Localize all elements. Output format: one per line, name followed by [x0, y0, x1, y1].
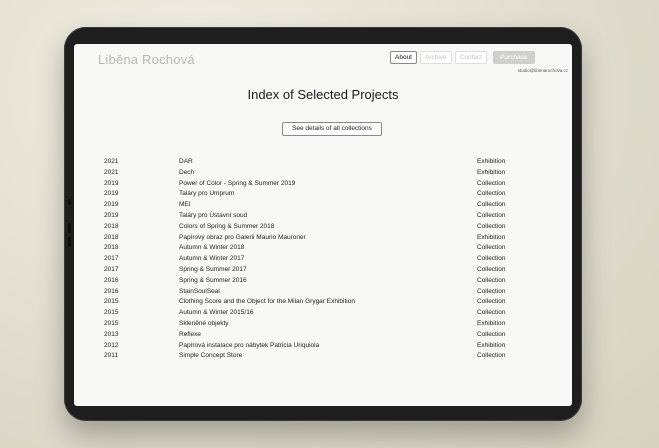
project-name[interactable]: Spring & Summer 2016: [179, 276, 247, 284]
project-type: Collection: [477, 179, 506, 187]
project-year: 2021: [104, 168, 119, 176]
website-screen: [74, 44, 572, 406]
project-type: Exhibition: [477, 319, 506, 327]
project-type: Exhibition: [477, 341, 506, 349]
project-year: 2019: [104, 211, 119, 219]
table-row[interactable]: [74, 331, 572, 342]
site-logo[interactable]: Liběna Rochová: [98, 52, 195, 67]
project-year: 2012: [104, 341, 119, 349]
table-row[interactable]: [74, 255, 572, 266]
project-name[interactable]: Autumn & Winter 2017: [179, 255, 245, 263]
project-year: 2021: [104, 158, 119, 165]
project-name[interactable]: Papírová instalace pro nábytek Patricia Uriquiola: [179, 341, 320, 349]
nav-about[interactable]: About: [390, 51, 417, 64]
project-name[interactable]: Papírový obraz pro Galerii Maurio Mauroner: [179, 233, 306, 241]
project-year: 2011: [104, 352, 118, 360]
project-type: Collection: [477, 287, 506, 295]
table-row[interactable]: [74, 180, 572, 191]
project-year: 2013: [104, 330, 119, 338]
project-type: Exhibition: [477, 158, 506, 165]
nav-contact[interactable]: Contact: [455, 51, 487, 64]
table-row[interactable]: [74, 309, 572, 320]
project-type: Exhibition: [477, 168, 506, 176]
table-row[interactable]: [74, 244, 572, 255]
table-row[interactable]: [74, 320, 572, 331]
projects-table: [74, 158, 572, 363]
project-name[interactable]: Spring & Summer 2017: [179, 265, 247, 273]
project-name[interactable]: Colors of Spring & Summer 2018: [179, 222, 275, 230]
project-name[interactable]: Clothing Score and the Object for the Milan Grygar Exhibition: [179, 298, 355, 306]
table-row[interactable]: [74, 169, 572, 180]
project-year: 2015: [104, 309, 119, 317]
project-name[interactable]: MEI: [179, 201, 191, 209]
table-row[interactable]: [74, 201, 572, 212]
tablet-frame: [64, 27, 582, 421]
project-type: Collection: [477, 330, 506, 338]
project-year: 2015: [104, 319, 119, 327]
table-row[interactable]: [74, 277, 572, 288]
project-year: 2016: [104, 276, 119, 284]
project-year: 2019: [104, 179, 119, 187]
project-type: Collection: [477, 201, 506, 209]
tablet-volume-button: [68, 237, 71, 247]
project-year: 2017: [104, 255, 119, 263]
table-row[interactable]: [74, 190, 572, 201]
project-year: 2015: [104, 298, 119, 306]
see-all-collections-button[interactable]: See details of all collections: [282, 122, 382, 136]
project-type: Collection: [477, 222, 506, 230]
table-row[interactable]: [74, 298, 572, 309]
table-row[interactable]: [74, 223, 572, 234]
project-type: Collection: [477, 211, 506, 219]
nav-archive[interactable]: Archive: [420, 51, 452, 64]
table-row[interactable]: [74, 266, 572, 277]
project-year: 2017: [104, 265, 119, 273]
project-type: Collection: [477, 298, 506, 306]
project-year: 2018: [104, 244, 119, 252]
project-name[interactable]: Taláry pro Ústavní soud: [179, 211, 248, 219]
project-type: Collection: [477, 352, 506, 360]
project-name[interactable]: Autumn & Winter 2018: [179, 244, 245, 252]
project-type: Collection: [477, 265, 506, 273]
contact-email[interactable]: studio@libenarochova.cz: [517, 68, 568, 73]
tablet-volume-button: [68, 223, 71, 233]
project-type: Collection: [477, 190, 506, 198]
project-year: 2016: [104, 287, 119, 295]
project-type: Collection: [477, 309, 506, 317]
table-row[interactable]: [74, 234, 572, 245]
project-year: 2019: [104, 201, 119, 209]
project-type: Collection: [477, 276, 506, 284]
table-row[interactable]: [74, 352, 572, 363]
project-name[interactable]: Dech: [179, 168, 195, 176]
page-title: Index of Selected Projects: [247, 87, 399, 102]
project-name[interactable]: StainSoulSeal: [179, 287, 220, 295]
project-name[interactable]: Power of Color - Spring & Summer 2019: [179, 179, 296, 187]
project-name[interactable]: DAR: [179, 158, 193, 165]
project-year: 2019: [104, 190, 119, 198]
project-type: Collection: [477, 244, 506, 252]
table-row[interactable]: [74, 288, 572, 299]
top-navigation: [390, 51, 535, 64]
project-type: Collection: [477, 255, 506, 263]
table-row[interactable]: [74, 158, 572, 169]
project-name[interactable]: Taláry pro Umprum: [179, 190, 235, 198]
project-name[interactable]: Skleněné objekty: [179, 319, 229, 327]
tablet-side-button: [68, 199, 71, 205]
project-name[interactable]: Autumn & Winter 2015/16: [179, 309, 254, 317]
project-year: 2018: [104, 222, 119, 230]
table-row[interactable]: [74, 342, 572, 353]
purchase-button[interactable]: Purchase: [493, 51, 534, 64]
table-row[interactable]: [74, 212, 572, 223]
project-year: 2018: [104, 233, 119, 241]
project-name[interactable]: Reflexe: [179, 330, 202, 338]
project-type: Exhibition: [477, 233, 506, 241]
project-name[interactable]: Simple Concept Store: [179, 352, 243, 360]
